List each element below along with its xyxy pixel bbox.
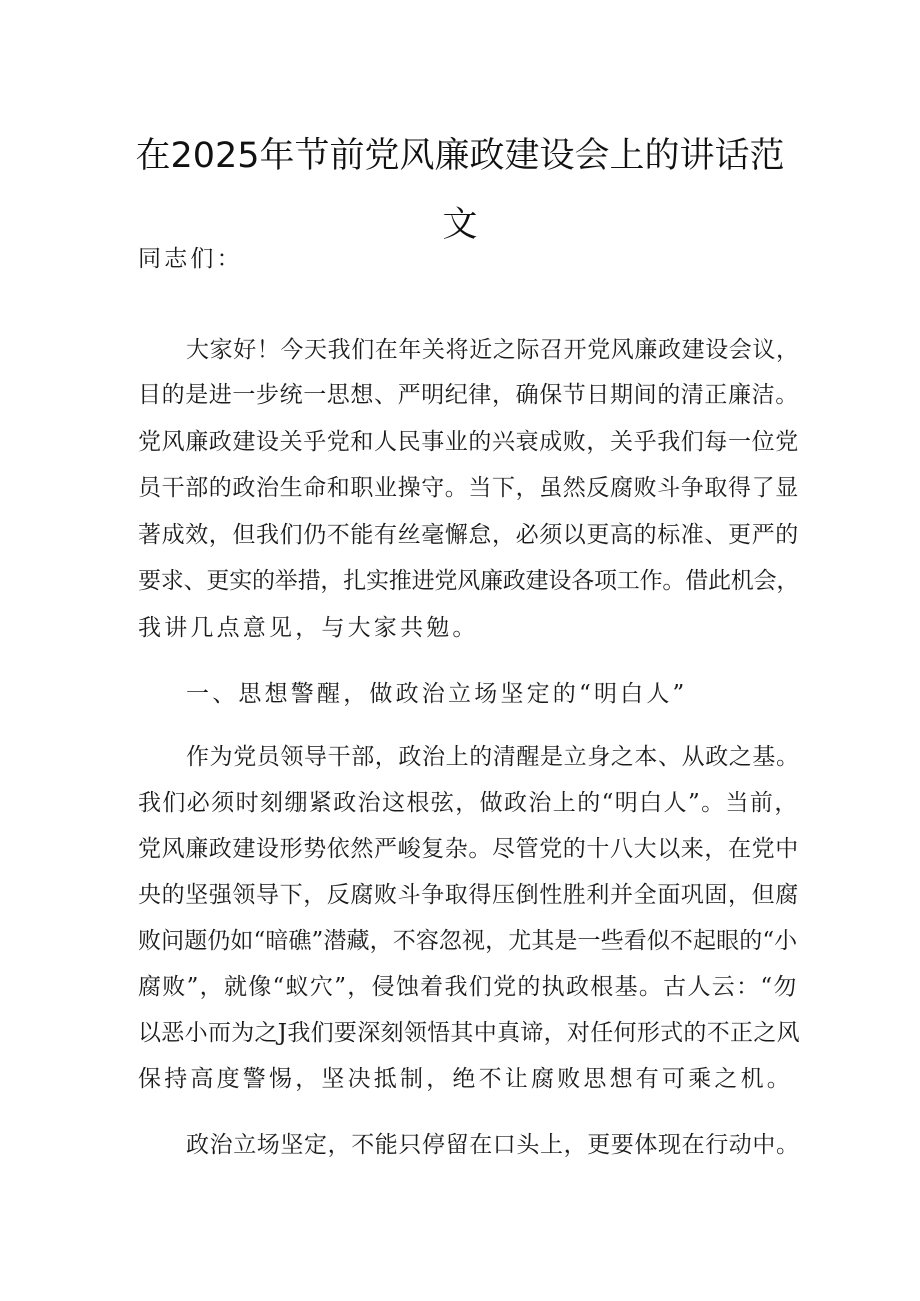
paragraph-line: 央的坚强领导下，反腐败斗争取得压倒性胜利并全面巩固，但腐 [138,882,799,908]
paragraph-line: 著成效，但我们仍不能有丝毫懈怠，必须以更高的标准、更严的 [138,522,799,548]
document-title-line-2: 文 [442,205,478,245]
paragraph-line: 以恶小而为之J我们要深刻领悟其中真谛，对任何形式的不正之风 [138,1020,800,1046]
paragraph-line: 员干部的政治生命和职业操守。当下，虽然反腐败斗争取得了显 [138,475,799,501]
salutation: 同志们： [138,246,243,272]
paragraph-line: 败问题仍如“暗礁”潜藏，不容忽视，尤其是一些看似不起眼的“小 [138,928,798,954]
paragraph-line: 党风廉政建设关乎党和人民事业的兴衰成败，关乎我们每一位党 [138,429,799,455]
paragraph-line: 政治立场坚定，不能只停留在口头上，更要体现在行动中。 [186,1132,800,1158]
paragraph-line: 我讲几点意见，与大家共勉。 [138,615,479,641]
paragraph-line: 保持高度警惕，坚决抵制，绝不让腐败思想有可乘之机。 [138,1066,793,1092]
paragraph-line: 大家好！今天我们在年关将近之际召开党风廉政建设会议， [186,337,800,363]
paragraph-line: 目的是进一步统一思想、严明纪律，确保节日期间的清正廉洁。 [138,382,799,408]
paragraph-line: 要求、更实的举措，扎实推进党风廉政建设各项工作。借此机会， [138,568,800,594]
paragraph-line: 腐败”，就像“蚁穴”，侵蚀着我们党的执政根基。古人云：“勿 [138,974,798,1000]
paragraph-line: 党风廉政建设形势依然严峻复杂。尽管党的十八大以来，在党中 [138,836,799,862]
paragraph-line: 我们必须时刻绷紧政治这根弦，做政治上的“明白人”。当前， [138,790,799,816]
paragraph-line: 作为党员领导干部，政治上的清醒是立身之本、从政之基。 [186,744,800,770]
document-title-line-1: 在2025年节前党风廉政建设会上的讲话范 [135,136,785,176]
section-heading: 一、思想警醒，做政治立场坚定的“明白人” [186,681,688,707]
